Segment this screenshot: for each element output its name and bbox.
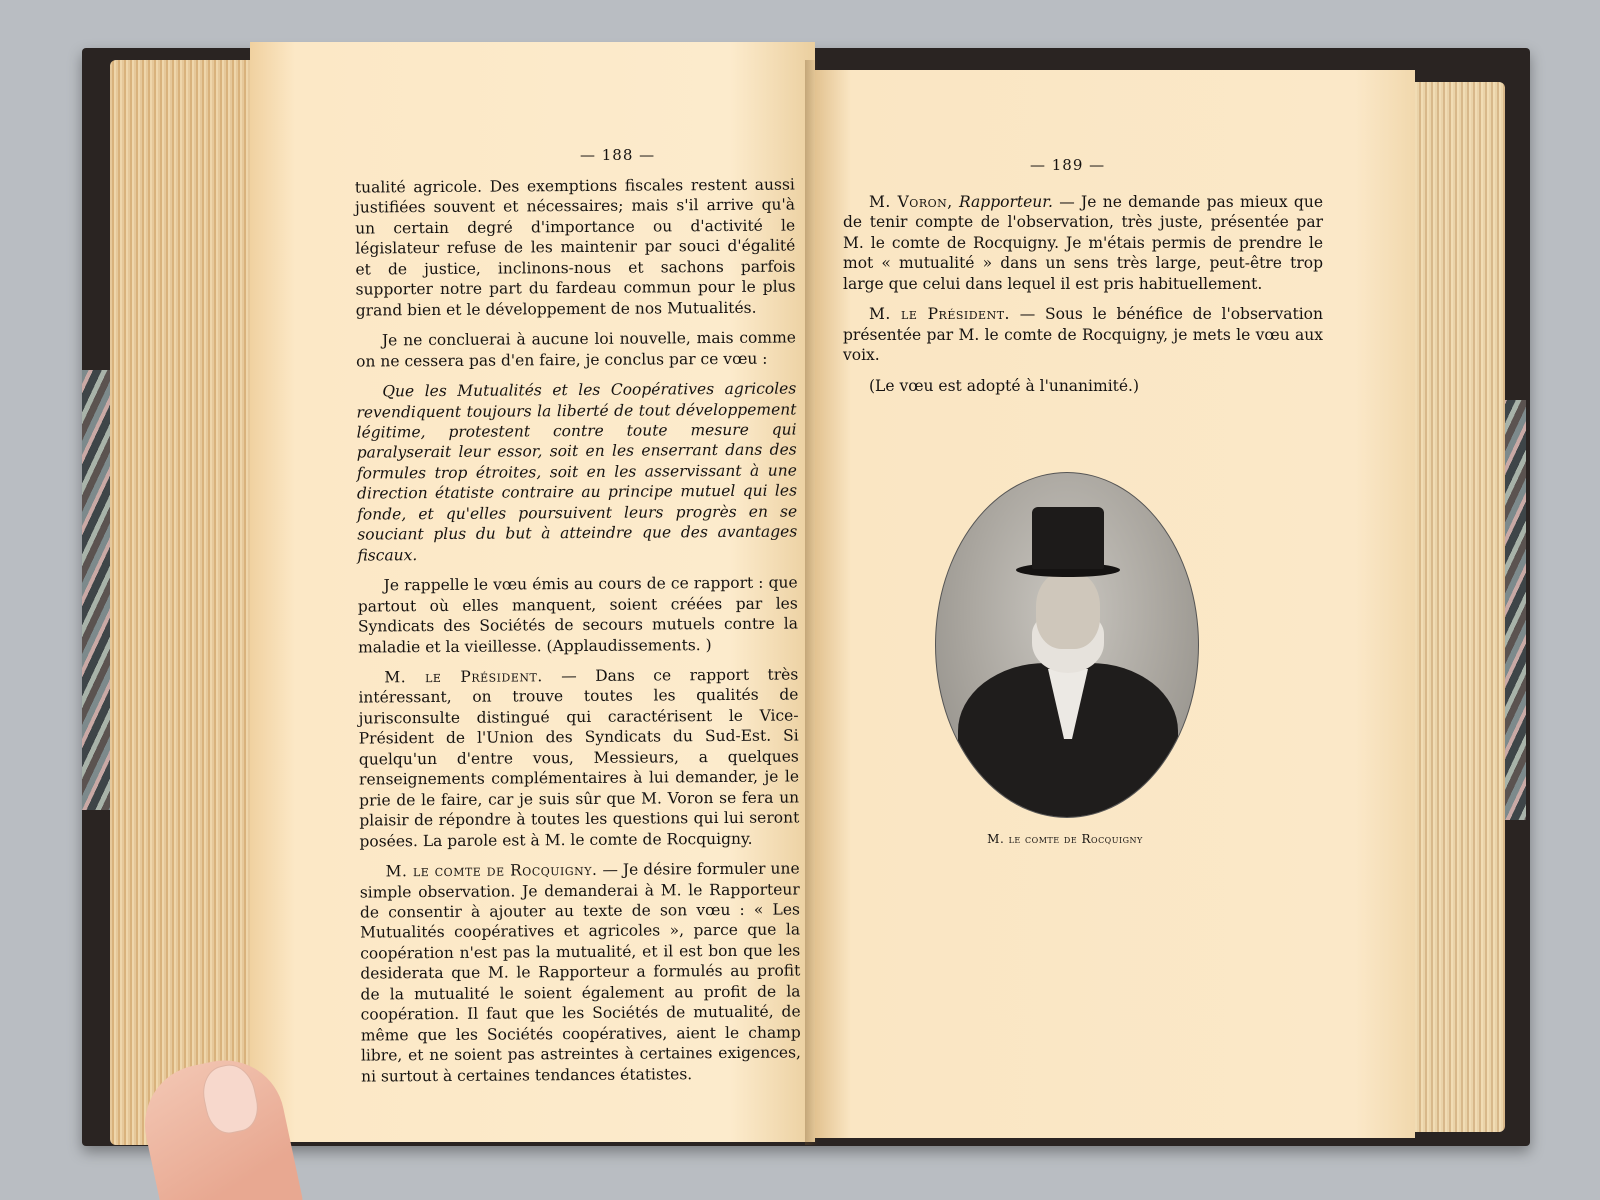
speech-president — [843, 304, 1323, 365]
portrait-caption: M. le comte de Rocquigny — [987, 832, 1143, 846]
right-page — [815, 70, 1415, 1138]
speech-text: — Sous le bénéfice de l'observation présentée par M. le comte de Rocquigny, je mets le vœu aux voix. — [843, 305, 1323, 365]
top-hat-crown — [1032, 507, 1104, 569]
speech-rocquigny — [360, 859, 802, 1087]
thumbnail-nail — [198, 1060, 263, 1137]
page-number: — 188 — — [580, 146, 656, 164]
speaker-name: M. le Président. — [869, 305, 1010, 324]
speaker-name: M. le comte de Rocquigny. — [385, 860, 598, 881]
voeu-paragraph: Que les Mutualités et les Coopératives agricoles revendiquent toujours la liberté de tout développement légitime, protestent contre toute mesure qui paralyserait leur essor, soit en les enserrant dans des formules trop étroites, soit en les asservissant à une direction étatiste contraire au principe mutuel qui les fonde, et qu'elles poursuivent leurs progrès en se souciant plus du but à atteindre que des avantages fiscaux. — [356, 379, 798, 565]
speech-president — [358, 664, 799, 851]
page-number: — 189 — — [1030, 156, 1106, 174]
page-edges-left — [110, 60, 260, 1145]
speech-text: — Je désire formuler une simple observation. Je demanderai à M. le Rapporteur de consentir à ajouter au texte de son vœu : « Les Mutualités coopératives et agricoles », parce que la coopération n'est pas la mutualité, et il est bon que les desiderata que M. le Rapporteur a formulés au profit de la mutualité le soient également au profit de la coopération. Il faut que les Sociétés de mutualité, de même que les Sociétés coopératives, aient le champ libre, et ne soient pas astreintes à certaines exigences, ni surtout à certaines tendances étatistes. — [359, 859, 801, 1086]
speech-text: — Dans ce rapport très intéressant, on trouve toutes les qualités de jurisconsulte distingué qui caractérisent le Vice-Président de l'Union des Syndicats du Sud-Est. Si quelqu'un d'entre vous, Messieurs, a quelques renseignements complémentaires à lui demander, je le prie de le faire, car je suis sûr que M. Voron se fera un plaisir de répondre à toutes les questions qui lui seront posées. La parole est à M. le comte de Rocquigny. — [358, 665, 800, 851]
adoption-note: (Le vœu est adopté à l'unanimité.) — [869, 376, 1140, 395]
face-shape — [1036, 571, 1100, 649]
paragraph: Je rappelle le vœu émis au cours de ce rapport : que partout où elles manquent, soient créées par les Syndicats des Sociétés de secours mutuels contre la maladie et la vieillesse. (Applaudissements. ) — [357, 573, 798, 657]
portrait-photo — [935, 472, 1199, 818]
right-page-text — [843, 192, 1323, 406]
page-edges-right — [1405, 82, 1505, 1132]
speaker-name: M. Voron, — [869, 193, 953, 211]
speaker-role: Rapporteur. — [952, 193, 1053, 211]
paragraph: Je ne concluerai à aucune loi nouvelle, mais comme on ne cessera pas d'en faire, je conclus par ce vœu : — [356, 328, 796, 371]
paragraph: tualité agricole. Des exemptions fiscales restent aussi justifiées souvent et nécessaires; mais s'il arrive qu'à un certain degré d'importance ou d'activité le législateur refuse de les maintenir par souci d'égalité et de justice, inclinons-nous et sachons parfois supporter notre part du fardeau commun pour le plus grand bien et le développement de nos Mutualités. — [354, 175, 796, 320]
speech-text: — Je ne demande pas mieux que de tenir compte de l'observation, très juste, présentée par M. le comte de Rocquigny. Je m'étais permis de prendre le mot « mutualité » dans un sens très large, peut-être trop large que celui dans lequel il est pris habituellement. — [843, 193, 1323, 293]
speaker-name: M. le Président. — [384, 667, 543, 687]
speech-voron — [843, 192, 1323, 294]
left-page-text — [355, 174, 801, 1096]
left-page — [250, 42, 815, 1142]
